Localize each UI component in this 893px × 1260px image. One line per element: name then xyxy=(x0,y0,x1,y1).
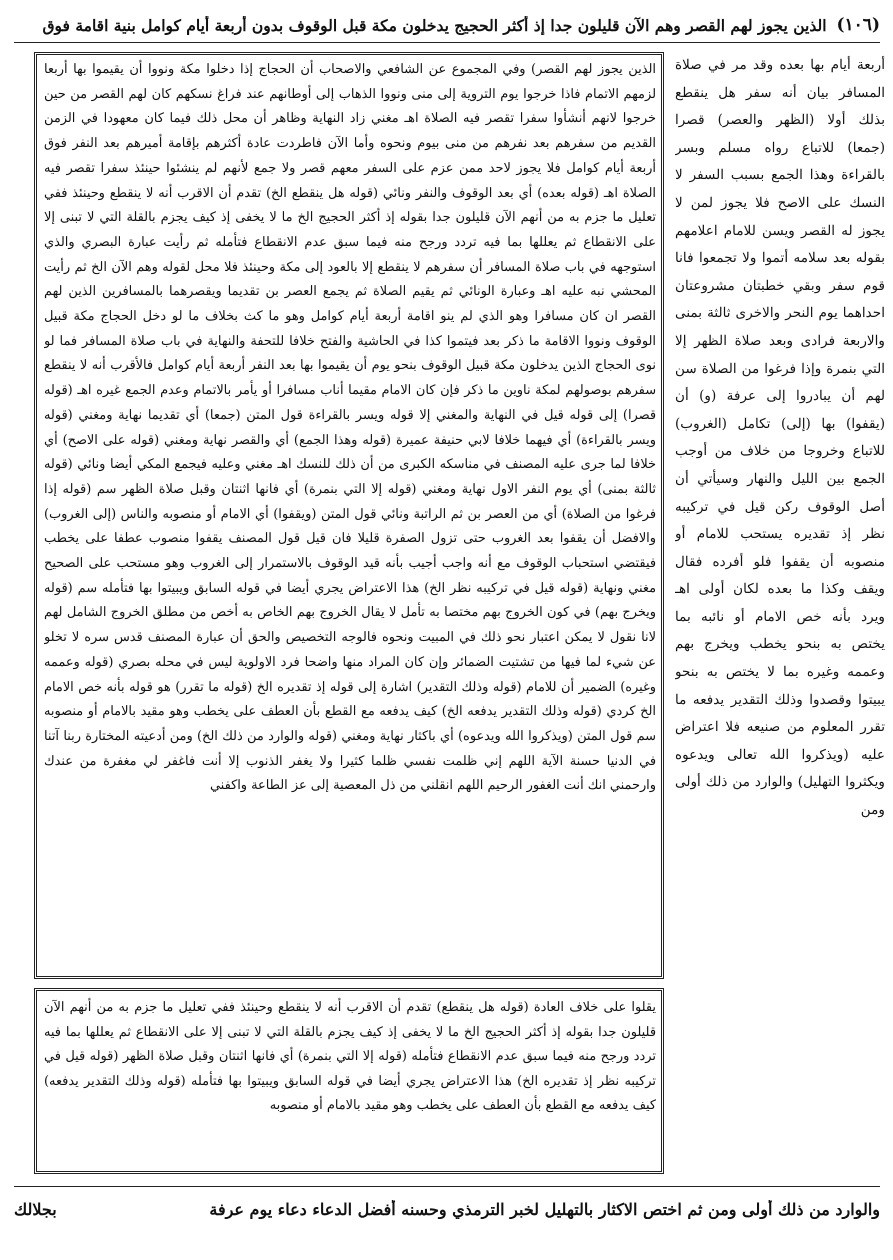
footnote-text: يقلوا على خلاف العادة (قوله هل ينقطع) تقدم أن الاقرب أنه لا ينقطع وحينئذ ففي تعليل ما جزم به من أنهم الآن قليلون جدا بقوله إذ أكثر الحجيج الخ ما لا يخفى إذ كيف يجزم بالقلة التي لا تبنى إلا على الانقطاع ثم يعللها بما فيه تردد ورجح منه فيما سبق عدم الانقطاع فتأمله (قوله إلا التي بنمرة) أي فانها اثنتان وقبل صلاة الظهر (قوله قيل في تركيبه نظر إذ تقديره الخ) هذا الاعتراض يجري أيضا في قوله السابق ويبيتوا بها فتأمله (قوله وذلك التقدير يدفعه) كيف يدفعه مع القطع بأن العطف على يخطب وهو مقيد بالامام أو منصوبه xyxy=(44,1000,656,1114)
bottom-line xyxy=(14,1194,880,1224)
page-number: (١٠٦) xyxy=(836,15,880,35)
commentary-text: الذين يجوز لهم القصر) وفي المجموع عن الشافعي والاصحاب أن الحجاج إذا دخلوا مكة ونووا أن يقيموا بها أربعا لزمهم الاتمام فاذا خرجوا يوم التروية إلى منى ونووا الذهاب إلى أوطانهم عند فراغ نسكهم كان لهم القصر من حين خرجوا لانهم أنشأوا سفرا تقصر فيه الصلاة اهـ مغني زاد النهاية وظاهر أن محل ذلك فيما كان معهودا في الزمن القديم من سفرهم بعد نفرهم من منى بيوم ونحوه وأما الآن فاطردت عادة أكثرهم بإقامة أميرهم بعد النفر فوق أربعة أيام كوامل فلا يجوز لاحد ممن عزم على السفر معهم قصر ولا جمع لأنهم لم ينشئوا حينئذ سفرا تقصر فيه الصلاة اهـ (قوله بعده) أي بعد الوقوف والنفر ونائي (قوله هل ينقطع الخ) تقدم أن الاقرب أنه لا ينقطع وحينئذ ففي تعليل ما جزم به من أنهم الآن قليلون جدا بقوله إذ أكثر الحجيج الخ ما لا يخفى إذ كيف يجزم بالقلة التي لا تبنى إلا على الانقطاع ثم يعللها بما فيه تردد ورجح منه فيما سبق عدم الانقطاع فتأمله ثم رأيت عبارة البصري والذي استوجهه في باب صلاة المسافر أن سفرهم لا ينقطع إلا بالعود إلى مكة وحينئذ فلا محل لقوله وهم الآن الخ ثم رأيت المحشي نبه عليه اهـ وعبارة الونائي ثم يقيم الصلاة ثم يجمع العصر بن تقديما ويقصرهما بالمسافرين الذين لهم القصر ان كان مسافرا وهو الذي لم ينو اقامة أربعة أيام كوامل وهو ما كث بخلاف ما لو دخل الحجاج مكة قبيل الوقوف ونووا الاقامة ما ذكر بعد فيتموا كذا في الحاشية والفتح خلافا للتحفة والنهاية في باب صلاة المسافر فما لو نوى الحجاج الذين يدخلون مكة قبيل الوقوف بنحو يوم أن يقيموا بها بعد النفر أربعة أيام كوامل فالأقرب أنه لا ينقطع سفرهم بوصولهم لمكة ناوين ما ذكر فإن كان الامام مقيما أناب مسافرا أو يأمر بالاتمام وعدم الجمع غيره اهـ (قوله قصرا) إلى قوله قيل في النهاية والمغني إلا قوله ويسر بالقراءة قول المتن (جمعا) أي تقديما نهاية ومغني (قوله ويسر بالقراءة) أي فيهما خلافا لابي حنيفة عميرة (قوله وهذا الجمع) أي والقصر نهاية ومغني (قوله على الاصح) أي خلافا لما جرى عليه المصنف في مناسكه الكبرى من أن ذلك للنسك اهـ مغني وعليه فيجمع المكي أيضا ونائي (قوله ثالثة بمنى) أي يوم النفر الاول نهاية ومغني (قوله إلا التي بنمرة) أي فانها اثنتان وقبل صلاة الظهر سم (قوله إذا فرغوا من الصلاة) أي من العصر بن ثم الراتبة ونائي قول المتن (ويقفوا) أي الامام أو منصوبه والناس (إلى الغروب) والافضل أن يقفوا بعد الغروب حتى تزول الصفرة قليلا فان قيل قول المصنف يقفوا منصوب عطفا على يخطب فيقتضي استحباب الوقوف مع أنه واجب أجيب بأنه قيد الوقوف بالاستمرار إلى الغروب وهو مستحب على الصحيح مغني ونهاية (قوله قيل في تركيبه نظر الخ) هذا الاعتراض يجري أيضا في قوله السابق ويبيتوا بها فتأمله سم (قوله ويخرج بهم) في كون الخروج بهم مختصا به تأمل لا يقال الخروج بهم الخاص به أخص من مطلق الخروج الشامل لهم لانا نقول لا يمكن اعتبار نحو ذلك في المبيت ونحوه فالوجه التخصيص والحق أن عبارة المصنف قدس سره لا تخلو عن شيء لما فيها من تشتيت الضمائر وإن كان المراد منها واضحا فرد الاولوية ليس في محله بصري (قوله وعممه وغيره) الضمير أن للامام (قوله وذلك التقدير) اشارة إلى قوله إذ تقديره الخ (قوله ما تقرر) هو قوله بأنه خص الامام الخ كردي (قوله وذلك التقدير يدفعه الخ) كيف يدفعه مع القطع بأن العطف على يخطب وهو مقيد بالامام أو منصوبه سم قول المتن (ويذكروا الله ويدعوه) أي باكثار نهاية ومغني (قوله والوارد من ذلك الخ) ومن أدعيته المختارة ربنا آتنا في الدنيا حسنة الآية اللهم إني ظلمت نفسي ظلما كثيرا ولا يغفر الذنوب إلا أنت فاغفر لي مغفرة من عندك وارحمني انك أنت الغفور الرحيم اللهم انقلني من ذل المعصية إلى عز الطاعة واكفني xyxy=(44,62,656,794)
catchword: بجلالك xyxy=(14,1199,57,1219)
header-text: الذين يجوز لهم القصر وهم الآن قليلون جدا إذ أكثر الحجيج يدخلون مكة قبل الوقوف بدون أربعة أيام كوامل بنية اقامة فوق xyxy=(42,15,827,35)
bottom-text: والوارد من ذلك أولى ومن ثم اختص الاكثار بالتهليل لخبر الترمذي وحسنه أفضل الدعاء دعاء يوم عرفة xyxy=(209,1199,880,1219)
bottom-divider xyxy=(14,1186,880,1187)
sidebar-main-text: أربعة أيام بها بعده وقد مر في صلاة المسافر بيان أنه سفر هل ينقطع بذلك أولا (الظهر والعصر) قصرا (جمعا) للاتباع رواه مسلم وبسر بالقراءة وهذا الجمع بسبب السفر لا النسك على الاصح فلا يجوز لمن لا يجوز له القصر ويسن للامام اعلامهم بقوله بعد سلامه أتموا ولا تجمعوا فانا قوم سفر وبقي خطبتان مشروعتان احداهما يوم النحر والاخرى ثالثة بمنى والاربعة فرادى وبعد صلاة الظهر إلا التي بنمرة وإذا فرغوا من الصلاة سن لهم أن يبادروا إلى عرفة (و) أن (يقفوا) بها (إلى) تكامل (الغروب) للاتباع وخروجا من خلاف من أوجب الجمع بين الليل والنهار وسيأتي أن أصل الوقوف ركن قيل في تركيبه نظر إذ تقديره يستحب للامام أو منصوبه أن يقفوا فلو أفرده فقال ويقف وكذا ما بعده لكان أولى اهـ ويرد بأنه خص الامام أو نائبه بما يختص به بنحو يخطب ويخرج بهم وعممه وغيره بما لا يختص به بنحو يبيتوا وقصدوا وذلك التقدير يدفعه ما تقرر المعلوم من صنيعه فلا اعتراض عليه (ويذكروا الله تعالى ويدعوه ويكثروا التهليل) والوارد من ذلك أولى ومن xyxy=(675,57,885,819)
running-header xyxy=(14,8,880,43)
